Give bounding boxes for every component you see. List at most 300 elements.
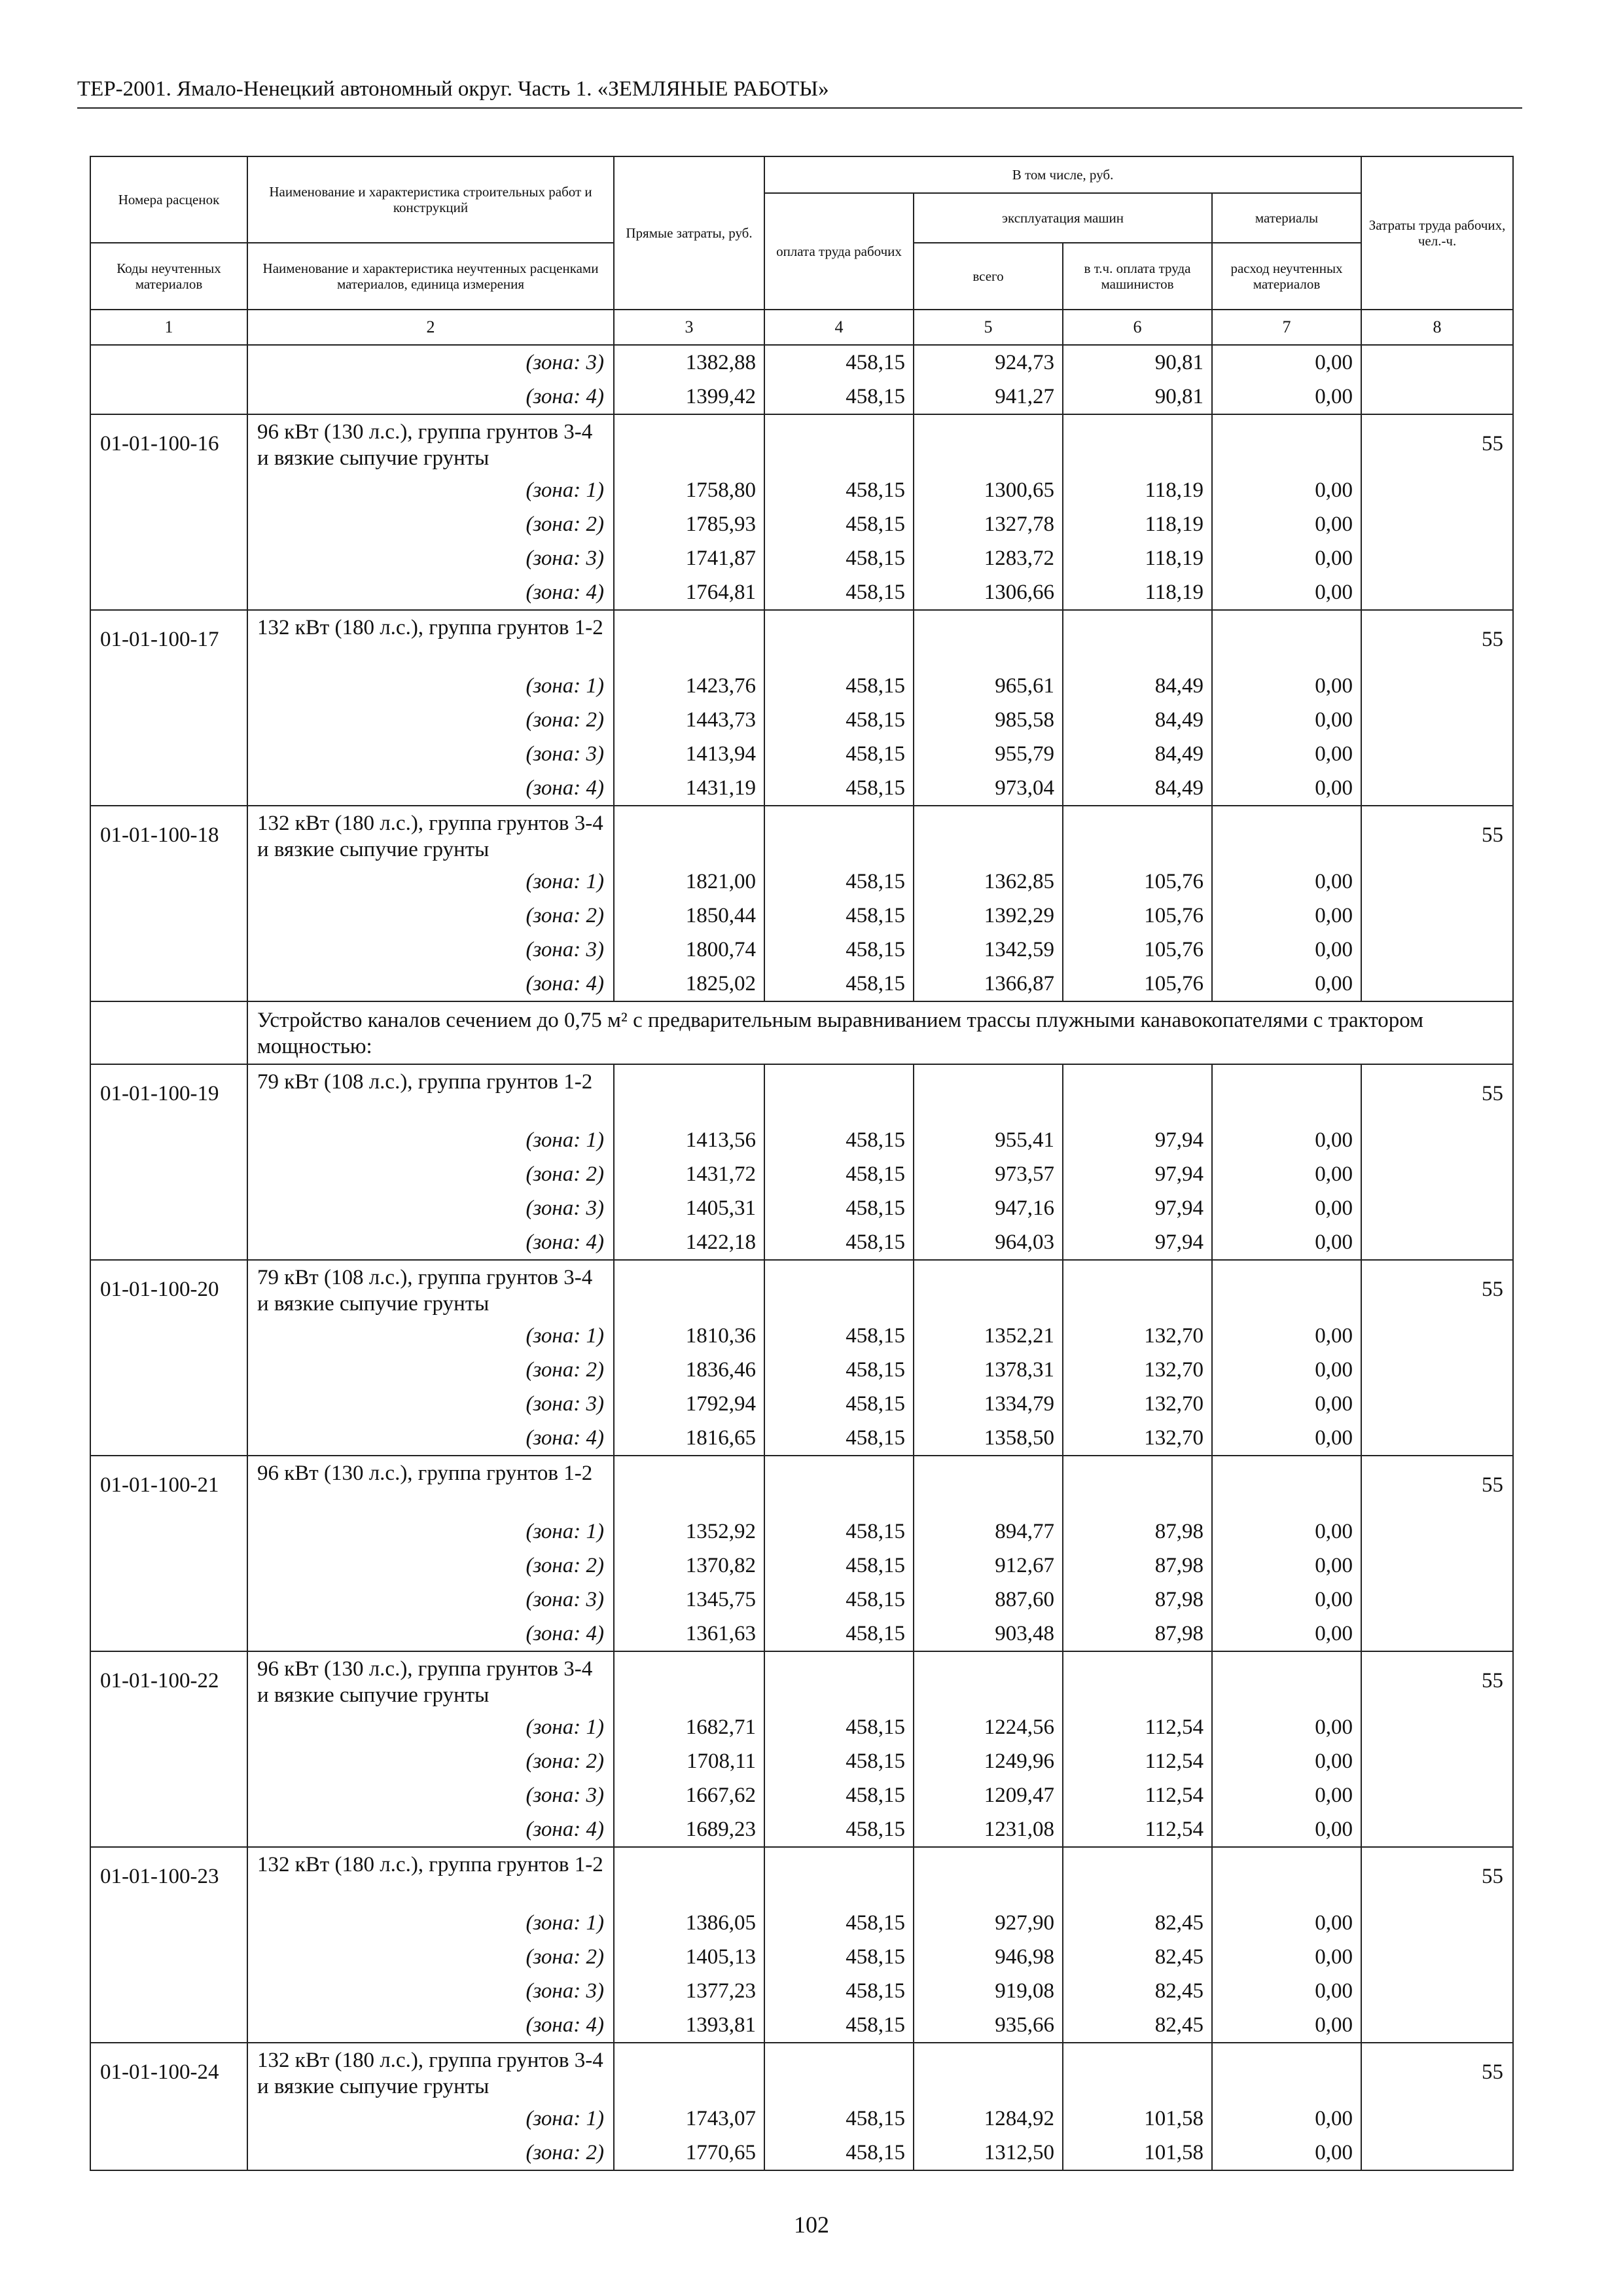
empty-cell bbox=[1361, 1906, 1513, 1940]
direct-cost-value: 1361,63 bbox=[614, 1617, 764, 1651]
zone-row bbox=[90, 967, 1513, 1001]
worker-pay-value: 458,15 bbox=[764, 380, 914, 414]
empty-cell bbox=[90, 933, 247, 967]
worker-pay-value: 458,15 bbox=[764, 1421, 914, 1456]
machinist-pay-value: 97,94 bbox=[1063, 1157, 1212, 1191]
direct-cost-value: 1682,71 bbox=[614, 1710, 764, 1744]
machinist-pay-value: 112,54 bbox=[1063, 1778, 1212, 1812]
worker-pay-value: 458,15 bbox=[764, 1974, 914, 2008]
machinist-pay-value: 132,70 bbox=[1063, 1353, 1212, 1387]
machines-total-value: 919,08 bbox=[914, 1974, 1063, 2008]
rate-code: 01-01-100-16 bbox=[90, 414, 247, 473]
machines-total-value: 1378,31 bbox=[914, 1353, 1063, 1387]
empty-cell bbox=[90, 1549, 247, 1583]
direct-cost-value: 1825,02 bbox=[614, 967, 764, 1001]
materials-value: 0,00 bbox=[1212, 2102, 1361, 2136]
worker-pay-value: 458,15 bbox=[764, 575, 914, 610]
zone-row bbox=[90, 865, 1513, 899]
zone-row bbox=[90, 771, 1513, 806]
empty-cell bbox=[90, 345, 247, 380]
machines-total-value: 1352,21 bbox=[914, 1319, 1063, 1353]
direct-cost-value: 1836,46 bbox=[614, 1353, 764, 1387]
empty-cell bbox=[90, 1191, 247, 1225]
zone-label: (зона: 4) bbox=[247, 1421, 614, 1456]
materials-value: 0,00 bbox=[1212, 2136, 1361, 2170]
machinist-pay-value: 87,98 bbox=[1063, 1583, 1212, 1617]
direct-cost-value: 1708,11 bbox=[614, 1744, 764, 1778]
materials-value: 0,00 bbox=[1212, 703, 1361, 737]
zone-row bbox=[90, 1974, 1513, 2008]
zone-row bbox=[90, 1744, 1513, 1778]
zone-row bbox=[90, 1515, 1513, 1549]
materials-value: 0,00 bbox=[1212, 967, 1361, 1001]
direct-cost-value: 1399,42 bbox=[614, 380, 764, 414]
materials-value: 0,00 bbox=[1212, 1225, 1361, 1260]
machinist-pay-value: 105,76 bbox=[1063, 967, 1212, 1001]
zone-label: (зона: 2) bbox=[247, 1744, 614, 1778]
empty-cell bbox=[90, 771, 247, 806]
page-header: ТЕР-2001. Ямало-Ненецкий автономный округ. Часть 1. «ЗЕМЛЯНЫЕ РАБОТЫ» bbox=[77, 76, 1522, 109]
header-material-names: Наименование и характеристика неучтенных расценками материалов, единица измерения bbox=[247, 243, 614, 310]
materials-value: 0,00 bbox=[1212, 2008, 1361, 2043]
header-machines-total: всего bbox=[914, 243, 1063, 310]
empty-cell bbox=[1361, 1974, 1513, 2008]
worker-pay-value: 458,15 bbox=[764, 1515, 914, 1549]
empty-cell bbox=[90, 1940, 247, 1974]
empty-cell bbox=[90, 899, 247, 933]
machines-total-value: 912,67 bbox=[914, 1549, 1063, 1583]
zone-row bbox=[90, 1157, 1513, 1191]
worker-pay-value: 458,15 bbox=[764, 2008, 914, 2043]
worker-pay-value: 458,15 bbox=[764, 1906, 914, 1940]
zone-label: (зона: 1) bbox=[247, 1906, 614, 1940]
machines-total-value: 964,03 bbox=[914, 1225, 1063, 1260]
worker-pay-value: 458,15 bbox=[764, 473, 914, 507]
empty-cell bbox=[1361, 541, 1513, 575]
empty-cell bbox=[90, 1225, 247, 1260]
empty-cell bbox=[90, 2136, 247, 2170]
materials-value: 0,00 bbox=[1212, 345, 1361, 380]
zone-row bbox=[90, 1906, 1513, 1940]
empty-cell bbox=[90, 1123, 247, 1157]
machinist-pay-value: 132,70 bbox=[1063, 1319, 1212, 1353]
direct-cost-value: 1743,07 bbox=[614, 2102, 764, 2136]
worker-pay-value: 458,15 bbox=[764, 507, 914, 541]
machinist-pay-value: 112,54 bbox=[1063, 1812, 1212, 1847]
machinist-pay-value: 101,58 bbox=[1063, 2102, 1212, 2136]
zone-row bbox=[90, 345, 1513, 380]
direct-cost-value: 1382,88 bbox=[614, 345, 764, 380]
zone-label: (зона: 3) bbox=[247, 1387, 614, 1421]
machines-total-value: 887,60 bbox=[914, 1583, 1063, 1617]
direct-cost-value: 1370,82 bbox=[614, 1549, 764, 1583]
machines-total-value: 1366,87 bbox=[914, 967, 1063, 1001]
rate-item-row bbox=[90, 610, 1513, 669]
zone-label: (зона: 4) bbox=[247, 575, 614, 610]
materials-value: 0,00 bbox=[1212, 575, 1361, 610]
zone-label: (зона: 2) bbox=[247, 1353, 614, 1387]
materials-value: 0,00 bbox=[1212, 1191, 1361, 1225]
empty-cell bbox=[90, 865, 247, 899]
worker-pay-value: 458,15 bbox=[764, 1710, 914, 1744]
machinist-pay-value: 82,45 bbox=[1063, 1974, 1212, 2008]
materials-value: 0,00 bbox=[1212, 1974, 1361, 2008]
materials-value: 0,00 bbox=[1212, 1906, 1361, 1940]
section-title: Устройство каналов сечением до 0,75 м² с предварительным выравниванием трассы плужными канавокопателями с трактором мощностью: bbox=[247, 1001, 1513, 1064]
machines-total-value: 955,41 bbox=[914, 1123, 1063, 1157]
zone-row bbox=[90, 575, 1513, 610]
rate-title: 132 кВт (180 л.с.), группа грунтов 1-2 bbox=[247, 1847, 614, 1906]
materials-value: 0,00 bbox=[1212, 865, 1361, 899]
empty-cell bbox=[1361, 703, 1513, 737]
worker-pay-value: 458,15 bbox=[764, 1778, 914, 1812]
direct-cost-value: 1770,65 bbox=[614, 2136, 764, 2170]
empty-cell bbox=[1361, 575, 1513, 610]
machines-total-value: 1362,85 bbox=[914, 865, 1063, 899]
empty-cell bbox=[90, 1583, 247, 1617]
machinist-pay-value: 112,54 bbox=[1063, 1744, 1212, 1778]
worker-pay-value: 458,15 bbox=[764, 967, 914, 1001]
empty-cell bbox=[1361, 669, 1513, 703]
empty-cell bbox=[1361, 1319, 1513, 1353]
machines-total-value: 1249,96 bbox=[914, 1744, 1063, 1778]
materials-value: 0,00 bbox=[1212, 1617, 1361, 1651]
worker-pay-value: 458,15 bbox=[764, 1744, 914, 1778]
empty-cell bbox=[1361, 1940, 1513, 1974]
machinist-pay-value: 84,49 bbox=[1063, 669, 1212, 703]
zone-row bbox=[90, 669, 1513, 703]
empty-cell bbox=[90, 1319, 247, 1353]
zone-row bbox=[90, 2008, 1513, 2043]
machinist-pay-value: 97,94 bbox=[1063, 1225, 1212, 1260]
rate-code: 01-01-100-24 bbox=[90, 2043, 247, 2102]
direct-cost-value: 1785,93 bbox=[614, 507, 764, 541]
materials-value: 0,00 bbox=[1212, 1387, 1361, 1421]
column-number: 7 bbox=[1212, 310, 1361, 345]
rate-item-row bbox=[90, 2043, 1513, 2102]
machinist-pay-value: 118,19 bbox=[1063, 575, 1212, 610]
header-materials: материалы bbox=[1212, 193, 1361, 243]
zone-label: (зона: 3) bbox=[247, 933, 614, 967]
zone-row bbox=[90, 541, 1513, 575]
machines-total-value: 947,16 bbox=[914, 1191, 1063, 1225]
materials-value: 0,00 bbox=[1212, 737, 1361, 771]
materials-value: 0,00 bbox=[1212, 1710, 1361, 1744]
rate-title: 132 кВт (180 л.с.), группа грунтов 1-2 bbox=[247, 610, 614, 669]
empty-cell bbox=[90, 1353, 247, 1387]
machinist-pay-value: 87,98 bbox=[1063, 1617, 1212, 1651]
materials-value: 0,00 bbox=[1212, 473, 1361, 507]
direct-cost-value: 1423,76 bbox=[614, 669, 764, 703]
materials-value: 0,00 bbox=[1212, 541, 1361, 575]
direct-cost-value: 1816,65 bbox=[614, 1421, 764, 1456]
direct-cost-value: 1443,73 bbox=[614, 703, 764, 737]
materials-value: 0,00 bbox=[1212, 1515, 1361, 1549]
zone-row bbox=[90, 2102, 1513, 2136]
zone-row bbox=[90, 1583, 1513, 1617]
machines-total-value: 1312,50 bbox=[914, 2136, 1063, 2170]
machines-total-value: 924,73 bbox=[914, 345, 1063, 380]
empty-cell bbox=[1361, 967, 1513, 1001]
direct-cost-value: 1413,56 bbox=[614, 1123, 764, 1157]
materials-value: 0,00 bbox=[1212, 771, 1361, 806]
direct-cost-value: 1821,00 bbox=[614, 865, 764, 899]
direct-cost-value: 1792,94 bbox=[614, 1387, 764, 1421]
zone-label: (зона: 2) bbox=[247, 703, 614, 737]
labor-cost-value: 55 bbox=[1361, 1064, 1513, 1123]
empty-cell bbox=[1361, 1549, 1513, 1583]
rate-item-row bbox=[90, 1847, 1513, 1906]
zone-label: (зона: 3) bbox=[247, 541, 614, 575]
empty-cell bbox=[1361, 933, 1513, 967]
worker-pay-value: 458,15 bbox=[764, 771, 914, 806]
empty-cell bbox=[90, 669, 247, 703]
empty-cell bbox=[90, 1157, 247, 1191]
rate-code: 01-01-100-21 bbox=[90, 1456, 247, 1515]
worker-pay-value: 458,15 bbox=[764, 1191, 914, 1225]
empty-cell bbox=[90, 737, 247, 771]
materials-value: 0,00 bbox=[1212, 1778, 1361, 1812]
machinist-pay-value: 118,19 bbox=[1063, 541, 1212, 575]
rate-title: 132 кВт (180 л.с.), группа грунтов 3-4 и вязкие сыпучие грунты bbox=[247, 806, 614, 865]
zone-row bbox=[90, 1225, 1513, 1260]
empty-cell bbox=[1361, 899, 1513, 933]
zone-row bbox=[90, 1549, 1513, 1583]
empty-cell bbox=[90, 1778, 247, 1812]
empty-cell bbox=[90, 1387, 247, 1421]
zone-row bbox=[90, 2136, 1513, 2170]
zone-row bbox=[90, 507, 1513, 541]
machines-total-value: 1283,72 bbox=[914, 541, 1063, 575]
zone-row bbox=[90, 1123, 1513, 1157]
empty-cell bbox=[1361, 507, 1513, 541]
materials-value: 0,00 bbox=[1212, 1940, 1361, 1974]
zone-row bbox=[90, 1812, 1513, 1847]
zone-label: (зона: 3) bbox=[247, 737, 614, 771]
materials-value: 0,00 bbox=[1212, 1549, 1361, 1583]
worker-pay-value: 458,15 bbox=[764, 933, 914, 967]
zone-label: (зона: 1) bbox=[247, 669, 614, 703]
worker-pay-value: 458,15 bbox=[764, 737, 914, 771]
machines-total-value: 927,90 bbox=[914, 1906, 1063, 1940]
rate-code: 01-01-100-20 bbox=[90, 1260, 247, 1319]
direct-cost-value: 1689,23 bbox=[614, 1812, 764, 1847]
direct-cost-value: 1393,81 bbox=[614, 2008, 764, 2043]
zone-row bbox=[90, 1710, 1513, 1744]
rate-code: 01-01-100-17 bbox=[90, 610, 247, 669]
empty-cell bbox=[1361, 1583, 1513, 1617]
worker-pay-value: 458,15 bbox=[764, 899, 914, 933]
empty-cell bbox=[1361, 1123, 1513, 1157]
machinist-pay-value: 84,49 bbox=[1063, 737, 1212, 771]
zone-row bbox=[90, 1940, 1513, 1974]
labor-cost-value: 55 bbox=[1361, 414, 1513, 473]
empty-cell bbox=[1361, 2136, 1513, 2170]
rate-item-row bbox=[90, 1064, 1513, 1123]
materials-value: 0,00 bbox=[1212, 933, 1361, 967]
machinist-pay-value: 105,76 bbox=[1063, 899, 1212, 933]
empty-cell bbox=[90, 1906, 247, 1940]
empty-cell bbox=[1361, 1710, 1513, 1744]
materials-value: 0,00 bbox=[1212, 380, 1361, 414]
zone-label: (зона: 2) bbox=[247, 1940, 614, 1974]
rates-table bbox=[90, 156, 1514, 2171]
worker-pay-value: 458,15 bbox=[764, 1123, 914, 1157]
machinist-pay-value: 105,76 bbox=[1063, 933, 1212, 967]
empty-cell bbox=[1361, 1744, 1513, 1778]
worker-pay-value: 458,15 bbox=[764, 1549, 914, 1583]
machinist-pay-value: 105,76 bbox=[1063, 865, 1212, 899]
direct-cost-value: 1413,94 bbox=[614, 737, 764, 771]
column-number: 6 bbox=[1063, 310, 1212, 345]
direct-cost-value: 1386,05 bbox=[614, 1906, 764, 1940]
machinist-pay-value: 118,19 bbox=[1063, 507, 1212, 541]
worker-pay-value: 458,15 bbox=[764, 865, 914, 899]
empty-cell bbox=[1361, 473, 1513, 507]
machines-total-value: 1300,65 bbox=[914, 473, 1063, 507]
machinist-pay-value: 87,98 bbox=[1063, 1515, 1212, 1549]
zone-label: (зона: 4) bbox=[247, 1812, 614, 1847]
rate-item-row bbox=[90, 1651, 1513, 1710]
rate-code: 01-01-100-22 bbox=[90, 1651, 247, 1710]
rate-item-row bbox=[90, 806, 1513, 865]
worker-pay-value: 458,15 bbox=[764, 1157, 914, 1191]
direct-cost-value: 1810,36 bbox=[614, 1319, 764, 1353]
zone-row bbox=[90, 933, 1513, 967]
zone-label: (зона: 4) bbox=[247, 1617, 614, 1651]
header-material-codes: Коды неучтенных материалов bbox=[90, 243, 247, 310]
machines-total-value: 941,27 bbox=[914, 380, 1063, 414]
zone-label: (зона: 2) bbox=[247, 507, 614, 541]
rate-title: 79 кВт (108 л.с.), группа грунтов 3-4 и вязкие сыпучие грунты bbox=[247, 1260, 614, 1319]
section-header-row bbox=[90, 1001, 1513, 1064]
empty-cell bbox=[90, 967, 247, 1001]
direct-cost-value: 1800,74 bbox=[614, 933, 764, 967]
direct-cost-value: 1405,13 bbox=[614, 1940, 764, 1974]
zone-label: (зона: 4) bbox=[247, 2008, 614, 2043]
zone-row bbox=[90, 1387, 1513, 1421]
materials-value: 0,00 bbox=[1212, 507, 1361, 541]
header-work-name: Наименование и характеристика строительных работ и конструкций bbox=[247, 156, 614, 243]
header-including: В том числе, руб. bbox=[764, 156, 1361, 193]
rate-code: 01-01-100-19 bbox=[90, 1064, 247, 1123]
zone-label: (зона: 4) bbox=[247, 1225, 614, 1260]
labor-cost-value: 55 bbox=[1361, 610, 1513, 669]
column-number: 4 bbox=[764, 310, 914, 345]
labor-cost-value: 55 bbox=[1361, 1651, 1513, 1710]
empty-cell bbox=[1361, 2102, 1513, 2136]
rate-title: 132 кВт (180 л.с.), группа грунтов 3-4 и вязкие сыпучие грунты bbox=[247, 2043, 614, 2102]
rate-title: 96 кВт (130 л.с.), группа грунтов 3-4 и вязкие сыпучие грунты bbox=[247, 1651, 614, 1710]
zone-label: (зона: 1) bbox=[247, 1319, 614, 1353]
machinist-pay-value: 97,94 bbox=[1063, 1123, 1212, 1157]
worker-pay-value: 458,15 bbox=[764, 541, 914, 575]
machinist-pay-value: 82,45 bbox=[1063, 1906, 1212, 1940]
empty-cell bbox=[90, 1710, 247, 1744]
zone-row bbox=[90, 899, 1513, 933]
zone-row bbox=[90, 380, 1513, 414]
direct-cost-value: 1345,75 bbox=[614, 1583, 764, 1617]
machinist-pay-value: 84,49 bbox=[1063, 703, 1212, 737]
zone-label: (зона: 4) bbox=[247, 380, 614, 414]
worker-pay-value: 458,15 bbox=[764, 1583, 914, 1617]
empty-cell bbox=[90, 1974, 247, 2008]
empty-cell bbox=[1361, 2008, 1513, 2043]
machinist-pay-value: 90,81 bbox=[1063, 345, 1212, 380]
empty-cell bbox=[1361, 1812, 1513, 1847]
zone-row bbox=[90, 1191, 1513, 1225]
zone-row bbox=[90, 473, 1513, 507]
empty-cell bbox=[90, 541, 247, 575]
machines-total-value: 985,58 bbox=[914, 703, 1063, 737]
direct-cost-value: 1667,62 bbox=[614, 1778, 764, 1812]
machines-total-value: 1284,92 bbox=[914, 2102, 1063, 2136]
machines-total-value: 1358,50 bbox=[914, 1421, 1063, 1456]
zone-label: (зона: 2) bbox=[247, 1157, 614, 1191]
machinist-pay-value: 118,19 bbox=[1063, 473, 1212, 507]
machinist-pay-value: 132,70 bbox=[1063, 1421, 1212, 1456]
machines-total-value: 935,66 bbox=[914, 2008, 1063, 2043]
rate-item-row bbox=[90, 414, 1513, 473]
labor-cost-value: 55 bbox=[1361, 1456, 1513, 1515]
worker-pay-value: 458,15 bbox=[764, 2102, 914, 2136]
zone-label: (зона: 3) bbox=[247, 1583, 614, 1617]
zone-label: (зона: 2) bbox=[247, 1549, 614, 1583]
machines-total-value: 973,04 bbox=[914, 771, 1063, 806]
zone-label: (зона: 1) bbox=[247, 865, 614, 899]
direct-cost-value: 1377,23 bbox=[614, 1974, 764, 2008]
machines-total-value: 1224,56 bbox=[914, 1710, 1063, 1744]
header-labor-costs: Затраты труда рабочих, чел.-ч. bbox=[1361, 156, 1513, 310]
machines-total-value: 894,77 bbox=[914, 1515, 1063, 1549]
machinist-pay-value: 84,49 bbox=[1063, 771, 1212, 806]
zone-row bbox=[90, 1319, 1513, 1353]
materials-value: 0,00 bbox=[1212, 1744, 1361, 1778]
machines-total-value: 1342,59 bbox=[914, 933, 1063, 967]
empty-cell bbox=[90, 1515, 247, 1549]
empty-cell bbox=[90, 2102, 247, 2136]
direct-cost-value: 1431,72 bbox=[614, 1157, 764, 1191]
rate-title: 96 кВт (130 л.с.), группа грунтов 3-4 и вязкие сыпучие грунты bbox=[247, 414, 614, 473]
rate-title: 96 кВт (130 л.с.), группа грунтов 1-2 bbox=[247, 1456, 614, 1515]
zone-label: (зона: 3) bbox=[247, 345, 614, 380]
zone-label: (зона: 1) bbox=[247, 2102, 614, 2136]
worker-pay-value: 458,15 bbox=[764, 703, 914, 737]
worker-pay-value: 458,15 bbox=[764, 1617, 914, 1651]
machines-total-value: 965,61 bbox=[914, 669, 1063, 703]
header-machine-operation: эксплуатация машин bbox=[914, 193, 1212, 243]
labor-cost-value: 55 bbox=[1361, 1847, 1513, 1906]
empty-cell bbox=[90, 507, 247, 541]
header-direct-costs: Прямые затраты, руб. bbox=[614, 156, 764, 310]
direct-cost-value: 1352,92 bbox=[614, 1515, 764, 1549]
direct-cost-value: 1431,19 bbox=[614, 771, 764, 806]
direct-cost-value: 1758,80 bbox=[614, 473, 764, 507]
empty-cell bbox=[90, 575, 247, 610]
empty-cell bbox=[1361, 1387, 1513, 1421]
empty-cell bbox=[90, 1421, 247, 1456]
empty-cell bbox=[1361, 1157, 1513, 1191]
column-number: 2 bbox=[247, 310, 614, 345]
machines-total-value: 1392,29 bbox=[914, 899, 1063, 933]
zone-row bbox=[90, 737, 1513, 771]
zone-label: (зона: 3) bbox=[247, 1974, 614, 2008]
rate-title: 79 кВт (108 л.с.), группа грунтов 1-2 bbox=[247, 1064, 614, 1123]
zone-label: (зона: 3) bbox=[247, 1191, 614, 1225]
machines-total-value: 973,57 bbox=[914, 1157, 1063, 1191]
direct-cost-value: 1422,18 bbox=[614, 1225, 764, 1260]
empty-cell bbox=[1361, 1617, 1513, 1651]
